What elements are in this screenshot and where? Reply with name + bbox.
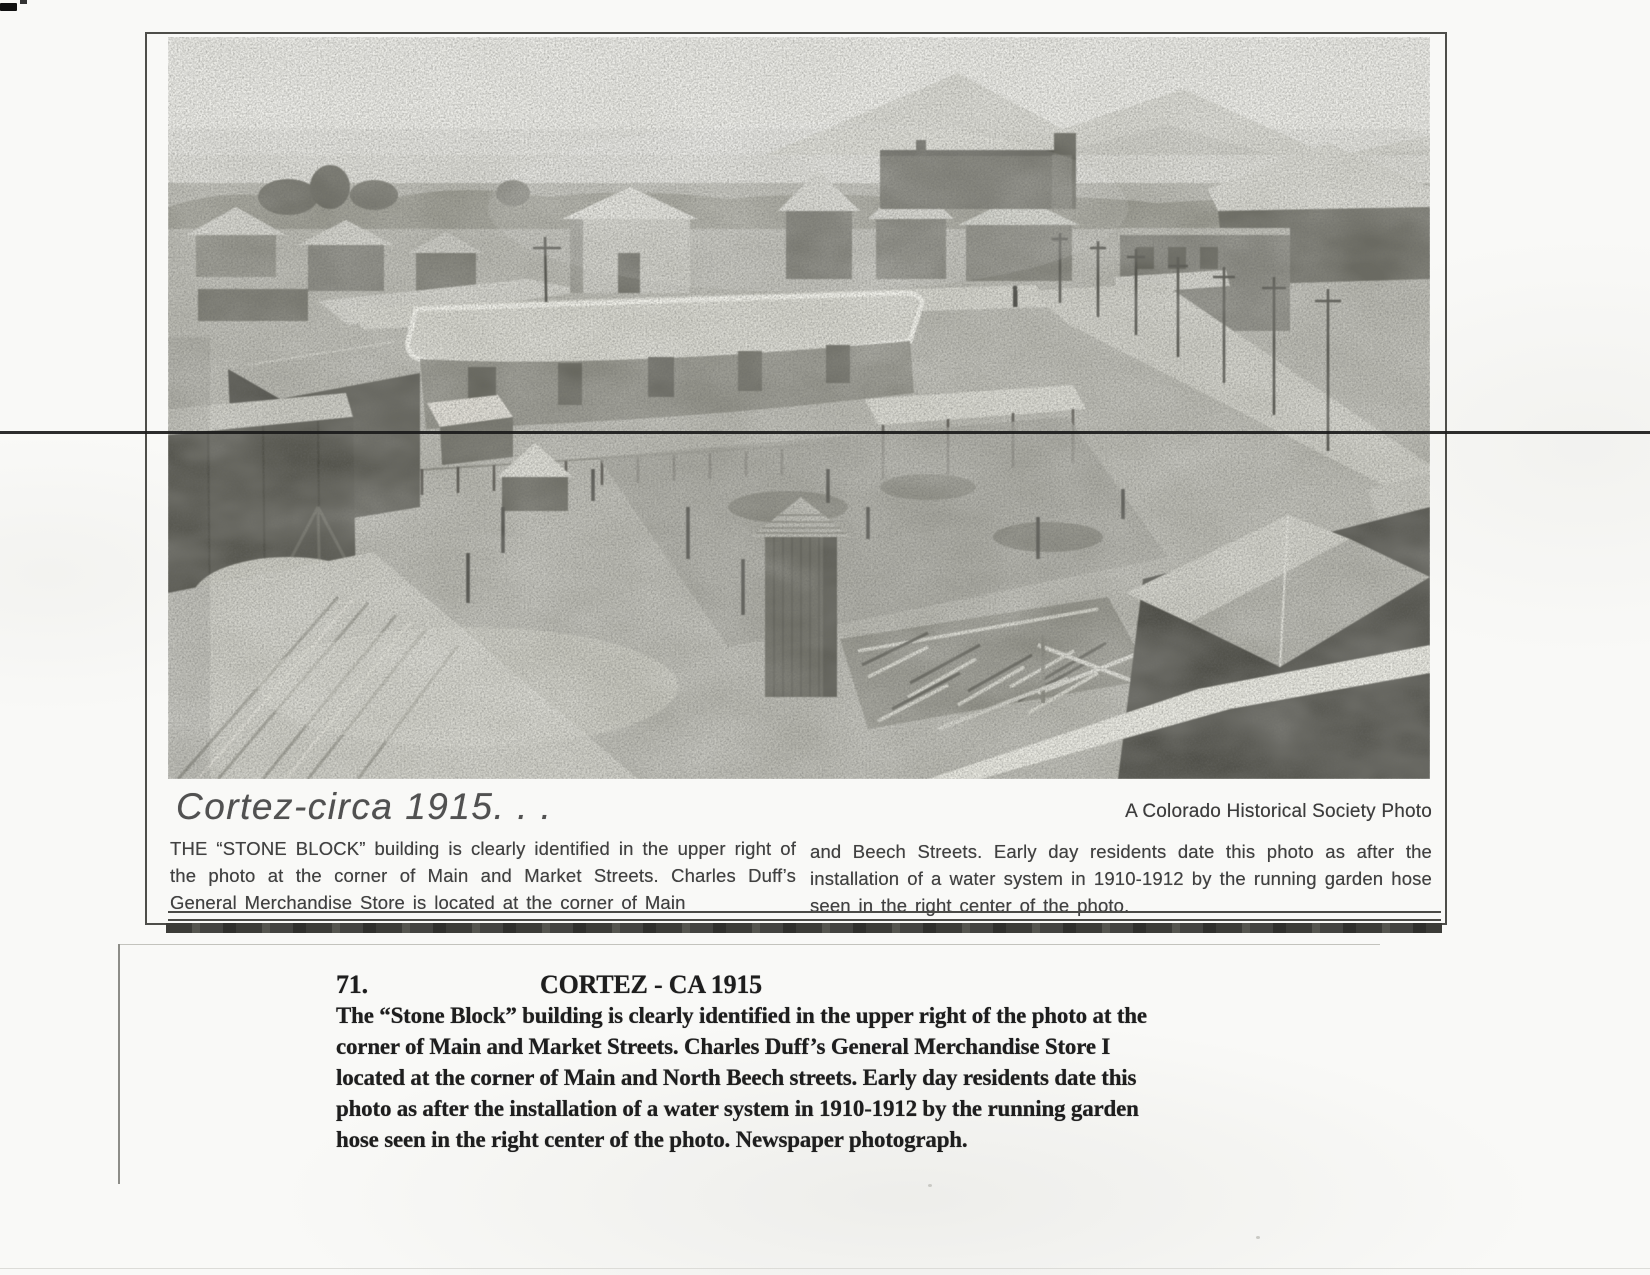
catalog-section-left-line [118, 944, 120, 1184]
town-photograph-svg [168, 37, 1430, 779]
clipping-title: Cortez-circa 1915. . . [176, 786, 553, 827]
photo-credit: A Colorado Historical Society Photo [1125, 801, 1432, 822]
catalog-body-line: The “Stone Block” building is clearly identified in the upper right of the photo at the [336, 1003, 1147, 1028]
clipping-thin-rule [168, 911, 1441, 921]
caption-column-right: and Beech Streets. Early day residents date this photo as after the installation of a water system in 1910-1912 by the running garden hose seen in the right center of the photo. [810, 841, 1432, 916]
catalog-body-line: photo as after the installation of a water system in 1910-1912 by the running garden [336, 1096, 1139, 1121]
catalog-heading: CORTEZ - CA 1915 [540, 970, 762, 999]
catalog-body-line: corner of Main and Market Streets. Charles Duff’s General Merchandise Store I [336, 1034, 1111, 1059]
scan-speck [928, 1184, 932, 1187]
page-bottom-scan-line [0, 1268, 1650, 1269]
halftone-grain-overlay [168, 37, 1430, 779]
catalog-section-top-line [118, 944, 1380, 945]
scan-corner-mark-small [20, 0, 27, 4]
catalog-body-line: located at the corner of Main and North Beech streets. Early day residents date this [336, 1065, 1137, 1090]
caption-column-left: THE “STONE BLOCK” building is clearly identified in the upper right of the photo at the corner of Main and Market Streets. Charles Duff’s General Merchandise Store is located at the corner of Main [170, 838, 796, 913]
scan-corner-mark [0, 3, 17, 11]
scan-speck [1256, 1236, 1260, 1239]
clipping-bottom-bar [166, 923, 1442, 933]
scan-artifact-line [0, 431, 1650, 434]
catalog-number: 71. [336, 970, 368, 999]
catalog-body-line: hose seen in the right center of the photo. Newspaper photograph. [336, 1127, 968, 1152]
catalog-heading-row [336, 970, 762, 1000]
town-photograph [168, 37, 1430, 779]
